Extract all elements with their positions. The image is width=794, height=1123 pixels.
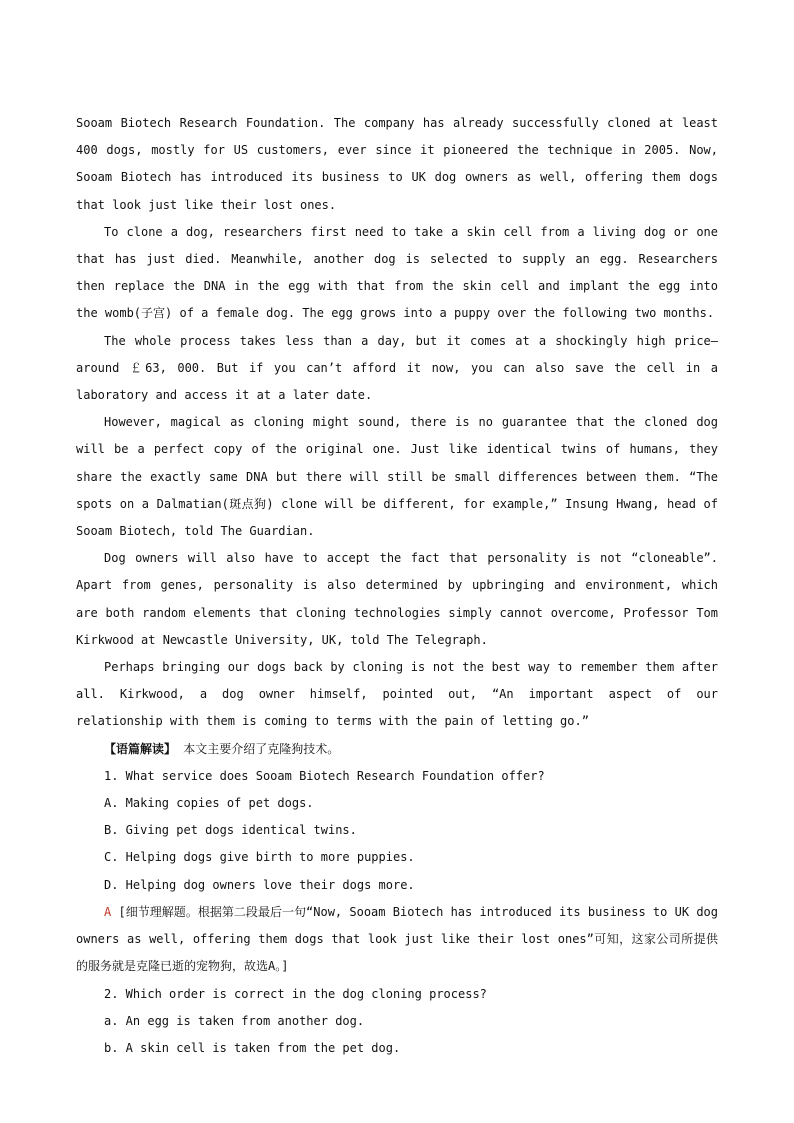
paragraph-6: Perhaps bringing our dogs back by cloning is not the best way to remember them after all. Kirkwood, a dog owner himself, pointed out, “An important aspect of our relationship with them is coming to terms with the pain of letting go.” xyxy=(76,660,718,729)
reading-label: 【语篇解读】 xyxy=(104,741,177,756)
question-2-item-a: a. An egg is taken from another dog. xyxy=(104,1013,365,1028)
paragraph-3: The whole process takes less than a day, but it comes at a shockingly high price—around ￡63, 000. But if you can’t afford it now, you can also save the cell in a laboratory and access it at a later date. xyxy=(76,333,718,403)
paragraph-5: Dog owners will also have to accept the fact that personality is not “cloneable”. Apart from genes, personality is also determined by upbringing and environment, which are both random elements that cloning technologies simply cannot overcome, Professor Tom Kirkwood at Newcastle University, UK, told The Telegraph. xyxy=(76,551,718,647)
paragraph-4: However, magical as cloning might sound, there is no guarantee that the cloned dog will be a perfect copy of the original one. Just like identical twins of humans, they share the exactly same DNA but there will still be small differences between them. “The spots on a Dalmatian(斑点狗) clone will be different, for example,” Insung Hwang, head of Sooam Biotech, told The Guardian. xyxy=(76,415,718,539)
question-1-explanation: [细节理解题。根据第二段最后一句“Now, Sooam Biotech has introduced its business to UK dog owners as well, offering them dogs that look just like their lost ones”可知，这家公司所提供的服务就是克隆已逝的宠物狗，故选A。] xyxy=(76,904,718,974)
question-1-answer-block xyxy=(76,899,718,981)
question-1-option-d: D. Helping dog owners love their dogs more. xyxy=(104,877,415,892)
question-2-item-b: b. A skin cell is taken from the pet dog. xyxy=(104,1040,401,1055)
question-1-answer: A xyxy=(104,904,112,919)
paragraph-1: Sooam Biotech Research Foundation. The company has already successfully cloned at least 400 dogs, mostly for US customers, ever since it pioneered the technique in 2005. Now, Sooam Biotech has introduced its business to UK dog owners as well, offering them dogs that look just like their lost ones. xyxy=(76,116,718,212)
question-2-stem: 2. Which order is correct in the dog cloning process? xyxy=(104,986,487,1001)
reading-interpretation xyxy=(76,736,718,763)
question-1-option-c: C. Helping dogs give birth to more puppies. xyxy=(104,850,415,865)
question-1-option-b: B. Giving pet dogs identical twins. xyxy=(104,823,357,838)
question-1-option-a: A. Making copies of pet dogs. xyxy=(104,796,314,811)
question-1-stem: 1. What service does Sooam Biotech Research Foundation offer? xyxy=(104,768,545,783)
paragraph-2: To clone a dog, researchers first need to take a skin cell from a living dog or one that has just died. Meanwhile, another dog is selected to supply an egg. Researchers then replace the DNA in the egg with that from the skin cell and implant the egg into the womb(子宫) of a female dog. The egg grows into a puppy over the following two months. xyxy=(76,224,718,321)
reading-text: 本文主要介绍了克隆狗技术。 xyxy=(183,741,340,756)
document-page xyxy=(76,110,718,1062)
